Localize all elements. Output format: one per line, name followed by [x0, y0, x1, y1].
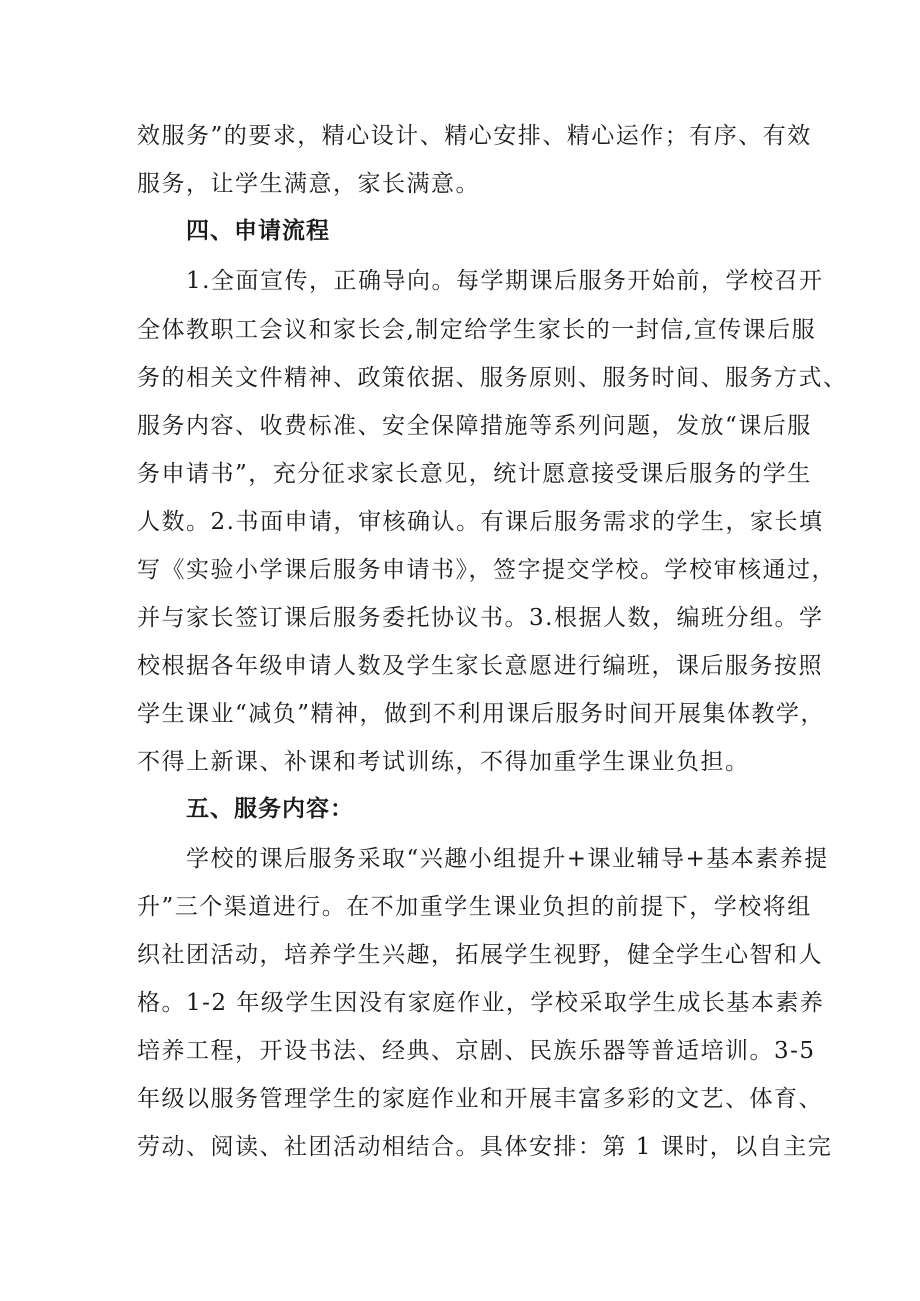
paragraph-line: 务的相关文件精神、政策依据、服务原则、服务时间、服务方式、: [137, 365, 848, 391]
paragraph-line: 不得上新课、补课和考试训练，不得加重学生课业负担。: [137, 749, 750, 775]
paragraph-line: 升”三个渠道进行。在不加重学生课业负担的前提下，学校将组: [137, 894, 812, 920]
paragraph-line: 校根据各年级申请人数及学生家长意愿进行编班，课后服务按照: [137, 653, 823, 679]
paragraph-line: 全体教职工会议和家长会,制定给学生家长的一封信,宣传课后服: [137, 317, 817, 343]
paragraph-line: 学校的课后服务采取“兴趣小组提升+课业辅导+基本素养提: [186, 846, 829, 872]
paragraph-line: 年级以服务管理学生的家庭作业和开展丰富多彩的文艺、体育、: [137, 1086, 823, 1112]
paragraph-line: 务申请书”，充分征求家长意见，统计愿意接受课后服务的学生: [137, 461, 812, 487]
section-heading-5: 五、服务内容：: [186, 796, 354, 822]
paragraph-line: 并与家长签订课后服务委托协议书。3.根据人数，编班分组。学: [137, 605, 824, 631]
paragraph-line: 写《实验小学课后服务申请书》，签字提交学校。学校审核通过，: [137, 557, 836, 583]
section-heading-4: 四、申请流程: [186, 218, 330, 244]
paragraph-line: 服务，让学生满意，家长满意。: [137, 171, 480, 197]
paragraph-line: 织社团活动，培养学生兴趣，拓展学生视野，健全学生心智和人: [137, 942, 823, 968]
paragraph-line: 学生课业“减负”精神，做到不利用课后服务时间开展集体教学，: [137, 701, 826, 727]
paragraph-line: 1.全面宣传，正确导向。每学期课后服务开始前，学校召开: [186, 268, 824, 294]
paragraph-line: 格。1-2 年级学生因没有家庭作业，学校采取学生成长基本素养: [137, 990, 825, 1016]
paragraph-line: 人数。2.书面申请，审核确认。有课后服务需求的学生，家长填: [137, 509, 824, 535]
paragraph-line: 服务内容、收费标准、安全保障措施等系列问题，发放“课后服: [137, 413, 812, 439]
paragraph-line: 培养工程，开设书法、经典、京剧、民族乐器等普适培训。3-5: [137, 1038, 816, 1064]
paragraph-line: 劳动、阅读、社团活动相结合。具体安排：第 1 课时，以自主完: [137, 1134, 833, 1160]
paragraph-line: 效服务”的要求，精心设计、精心安排、精心运作；有序、有效: [137, 123, 812, 149]
